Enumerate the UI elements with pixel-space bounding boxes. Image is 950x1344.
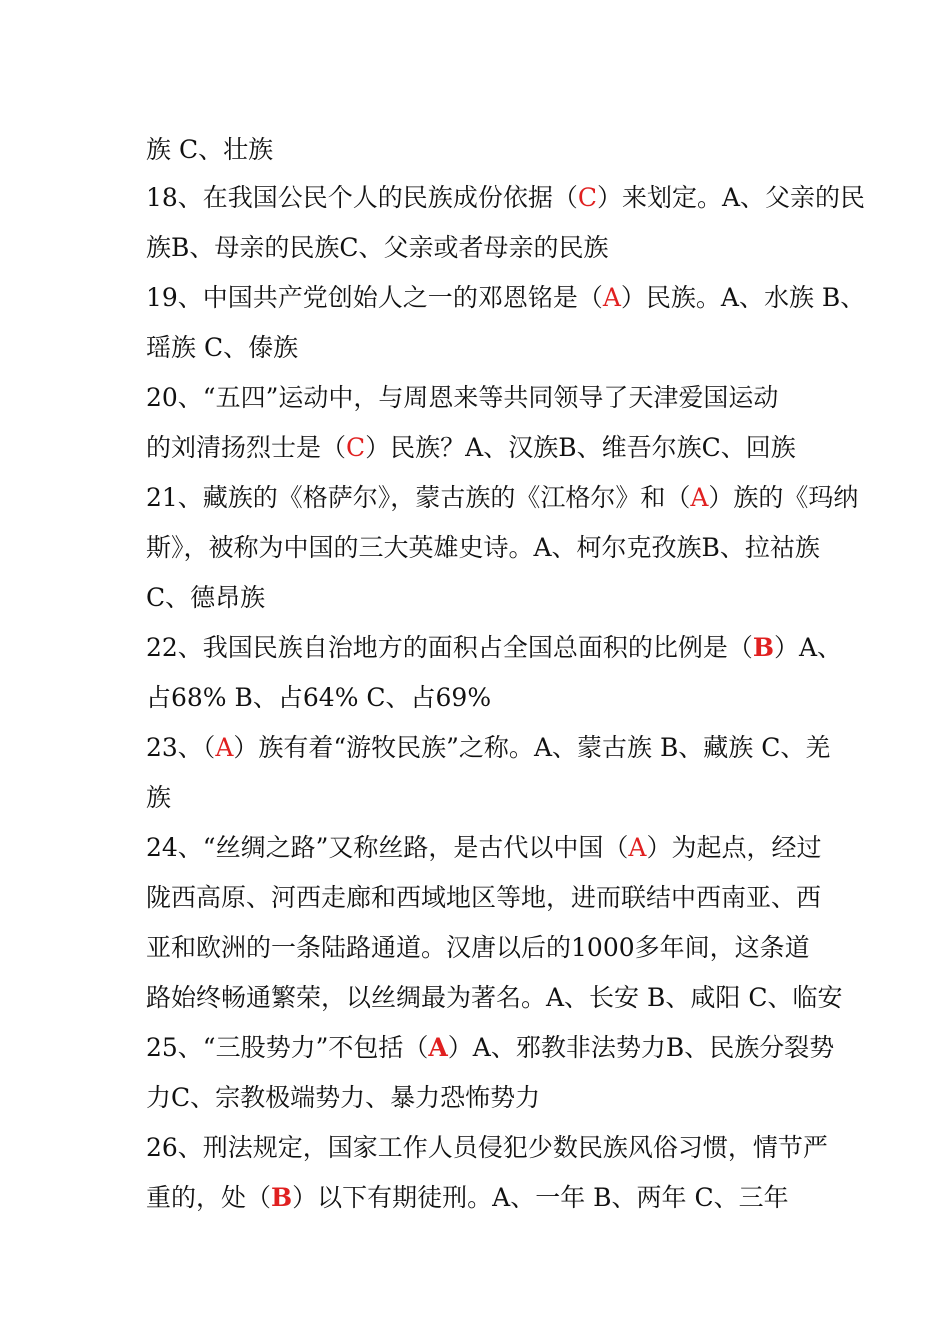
text-segment: 族 [146, 783, 172, 812]
text-line [146, 1026, 835, 1070]
text-segment: 路始终畅通繁荣，以丝绸最为著名。A、长安 B、咸阳 C、临安 [146, 983, 843, 1012]
text-segment: 族 C、壮族 [146, 135, 274, 164]
text-segment: ）A、邪教非法势力B、民族分裂势 [447, 1033, 835, 1062]
text-segment: 24、“丝绸之路”又称丝路，是古代以中国（ [146, 833, 629, 862]
text-line [146, 376, 816, 420]
text-segment: 瑶族 C、傣族 [146, 333, 299, 362]
text-line [146, 1126, 828, 1170]
text-segment: 的刘清扬烈士是（ [146, 433, 347, 462]
text-line [146, 526, 820, 570]
answer-letter: C [577, 183, 597, 212]
text-segment: 22、我国民族自治地方的面积占全国总面积的比例是（ [146, 633, 753, 662]
text-segment: ）为起点，经过 [646, 833, 822, 862]
text-line [146, 626, 843, 670]
text-segment: 陇西高原、河西走廊和西域地区等地，进而联结中西南亚、西 [146, 883, 822, 912]
answer-letter: B [752, 633, 774, 662]
text-segment: 20、“五四”运动中，与周恩来等共同领导了天津爱国运动 [146, 383, 779, 412]
text-segment: 族B、母亲的民族C、父亲或者母亲的民族 [146, 233, 609, 262]
text-segment: 25、“三股势力”不包括（ [146, 1033, 429, 1062]
text-line [146, 276, 866, 320]
answer-letter: A [602, 283, 621, 312]
answer-letter: A [215, 733, 234, 762]
text-segment: C、德昂族 [146, 583, 266, 612]
text-segment: 重的，处（ [146, 1183, 272, 1212]
text-line [146, 426, 816, 470]
text-segment: 斯》，被称为中国的三大英雄史诗。A、柯尔克孜族B、拉祜族 [146, 533, 820, 562]
answer-letter: A [690, 483, 709, 512]
text-segment: 23、（ [146, 733, 216, 762]
text-segment: 21、藏族的《格萨尔》，蒙古族的《江格尔》和（ [146, 483, 691, 512]
text-line [146, 576, 816, 620]
text-line [146, 876, 822, 920]
text-line [146, 676, 816, 720]
text-segment: 亚和欧洲的一条陆路通道。汉唐以后的1000多年间，这条道 [146, 933, 810, 962]
text-segment: ）民族？A、汉族B、维吾尔族C、回族 [365, 433, 796, 462]
text-segment: ）族有着“游牧民族”之称。A、蒙古族 B、藏族 C、羌 [233, 733, 831, 762]
text-segment: 18、在我国公民个人的民族成份依据（ [146, 183, 578, 212]
text-line [146, 926, 816, 970]
text-segment: ）以下有期徒刑。A、一年 B、两年 C、三年 [292, 1183, 789, 1212]
text-line [146, 976, 843, 1020]
text-line [146, 176, 866, 220]
text-segment: 力C、宗教极端势力、暴力恐怖势力 [146, 1083, 541, 1112]
text-segment: ）来划定。A、父亲的民 [596, 183, 866, 212]
text-segment: ）A、 [773, 633, 843, 662]
text-segment: 26、刑法规定，国家工作人员侵犯少数民族风俗习惯，情节严 [146, 1133, 828, 1162]
text-segment: 占68% B、占64% C、占69% [146, 683, 492, 712]
text-line [146, 476, 859, 520]
text-line [146, 726, 831, 770]
text-segment: ）族的《玛纳 [708, 483, 859, 512]
text-line [146, 128, 816, 172]
answer-letter: B [271, 1183, 293, 1212]
text-line [146, 1076, 816, 1120]
answer-letter: C [346, 433, 366, 462]
text-segment: ）民族。A、水族 B、 [620, 283, 866, 312]
text-line [146, 1176, 816, 1220]
text-line [146, 226, 816, 270]
text-line [146, 826, 822, 870]
text-line [146, 776, 816, 820]
text-line [146, 326, 816, 370]
answer-letter: A [428, 1033, 448, 1062]
answer-letter: A [628, 833, 647, 862]
text-segment: 19、中国共产党创始人之一的邓恩铭是（ [146, 283, 603, 312]
